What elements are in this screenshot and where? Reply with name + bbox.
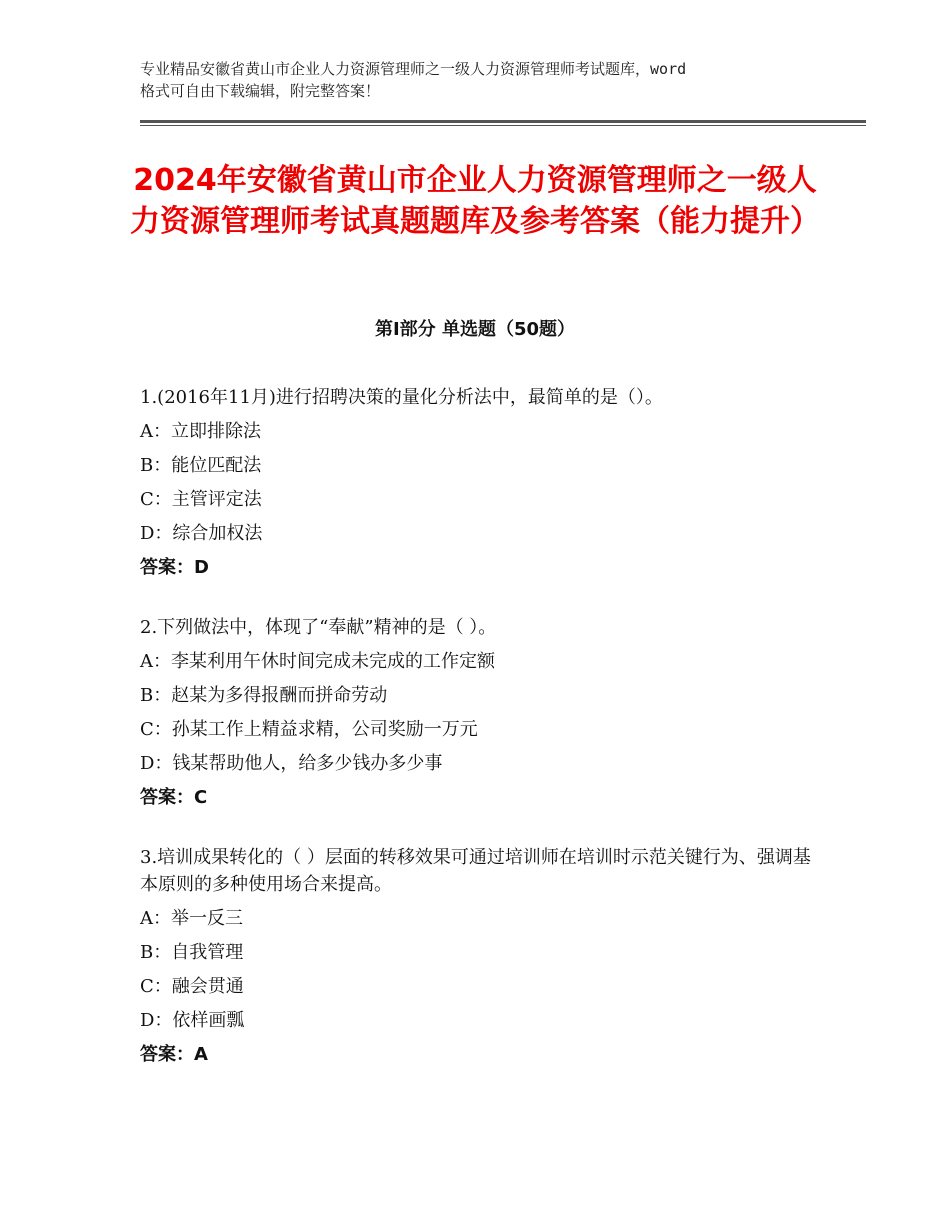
- question-3: [140, 844, 820, 1068]
- answer-line: 答案：A: [140, 1044, 208, 1065]
- option-c: C：融会贯通: [140, 976, 244, 997]
- question-2: [140, 614, 820, 811]
- question-1: [140, 384, 820, 581]
- answer-line: 答案：D: [140, 557, 209, 578]
- option-a: A：举一反三: [140, 908, 243, 929]
- option-b: B：赵某为多得报酬而拼命劳动: [140, 685, 388, 706]
- option-d: D：依样画瓢: [140, 1010, 245, 1031]
- header-note: [140, 58, 830, 102]
- option-b: B：能位匹配法: [140, 455, 262, 476]
- question-stem: 1.(2016年11月)进行招聘决策的量化分析法中，最简单的是（）。: [140, 387, 663, 408]
- option-c: C：主管评定法: [140, 489, 262, 510]
- answer-line: 答案：C: [140, 787, 208, 808]
- question-stem: 2.下列做法中，体现了“奉献”精神的是（ ）。: [140, 617, 497, 638]
- header-note-line-1: 专业精品安徽省黄山市企业人力资源管理师之一级人力资源管理师考试题库，word: [140, 60, 687, 78]
- header-note-line-2: 格式可自由下载编辑，附完整答案！: [140, 82, 381, 100]
- question-stem: 3.培训成果转化的（ ）层面的转移效果可通过培训师在培训时示范关键行为、强调基本原则的多种使用场合来提高。: [140, 847, 811, 895]
- header-divider-thin: [140, 125, 866, 126]
- option-c: C：孙某工作上精益求精，公司奖励一万元: [140, 719, 478, 740]
- option-a: A：李某利用午休时间完成未完成的工作定额: [140, 651, 495, 672]
- document-title: 2024年安徽省黄山市企业人力资源管理师之一级人力资源管理师考试真题题库及参考答案（能力提升）: [130, 163, 820, 239]
- option-a: A：立即排除法: [140, 421, 261, 442]
- option-d: D：综合加权法: [140, 523, 263, 544]
- section-title: 第Ⅰ部分 单选题（50题）: [374, 319, 575, 340]
- option-d: D：钱某帮助他人，给多少钱办多少事: [140, 753, 443, 774]
- option-b: B：自我管理: [140, 942, 244, 963]
- header-divider-thick: [140, 120, 866, 123]
- question-list: [140, 384, 820, 1101]
